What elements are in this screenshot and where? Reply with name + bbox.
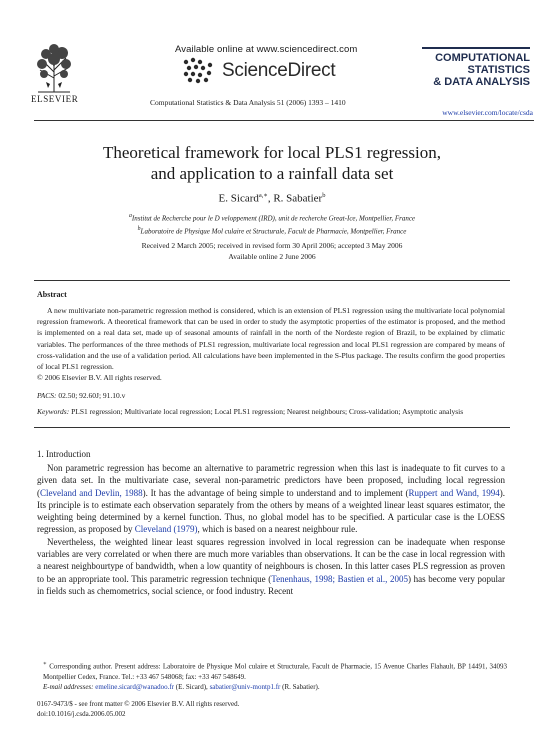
issn-line: 0167-9473/$ - see front matter © 2006 Elsevier B.V. All rights reserved. [37, 700, 240, 708]
paragraph [37, 536, 505, 597]
received-dates: Received 2 March 2005; received in revised form 30 April 2006; accepted 3 May 2006 [141, 241, 403, 250]
paragraph-text: ) has become very popular in fields such as chemometrics, social science, or food industry. Recent [37, 573, 505, 596]
journal-brand-line: COMPUTATIONAL [435, 52, 530, 64]
journal-url-link[interactable]: www.elsevier.com/locate/csda [442, 108, 533, 117]
author-name: , R. Sabatier [267, 192, 323, 205]
elsevier-tree-logo [34, 42, 74, 94]
paragraph-text: Non parametric regression has become an alternative to parametric regression when this last is inadequate to fit curves to a given data set. In the multivariate case, several non-parametric predictors have been proposed, including local regression ( [37, 463, 505, 498]
paragraph-text: ). Its principle is to estimate each observation separately from the others by means of a weighted linear least squares estimator, the weighting being determined by a kernel function. Thus, no global model has to be specified. A particular case is the LOESS regression, as proposed by [37, 487, 505, 535]
abstract-body [37, 305, 505, 383]
article-dates [34, 240, 510, 262]
issn-block [37, 699, 239, 719]
keywords-label: Keywords: [37, 407, 70, 416]
affiliation-text: Institut de Recherche pour le D veloppement (IRD), unit de recherche Great-Ice, Montpellier, France [131, 214, 416, 223]
paragraph-text: Nevertheless, the weighted linear least squares regression involved in local regression can be inadequate when response variables are very correlated or when there are much more variables than observations. It can be the case in local regression with a nearest neighbourtype of bandwidth, when a low quantity of neighbours is chosen. In this latter cases PLS regression as proven to be an appropriate tool. This parametric regression technique ( [37, 536, 505, 584]
email-owner: (E. Sicard), [173, 683, 210, 692]
affiliation-b [34, 224, 510, 237]
email-note [37, 682, 507, 693]
pacs-line [37, 391, 125, 400]
pacs-codes: 02.50; 92.60J; 91.10.v [56, 391, 126, 400]
email-owner: (R. Sabatier). [280, 683, 320, 692]
journal-citation: Computational Statistics & Data Analysis 51 (2006) 1393 – 1410 [150, 98, 346, 107]
keywords-line [37, 407, 507, 416]
journal-brand-rule [422, 47, 530, 49]
journal-brand-line: & DATA ANALYSIS [433, 76, 530, 88]
keywords-list: PLS1 regression; Multivariate local regression; Local PLS1 regression; Nearest neighbours; Cross-validation; Asymptotic analysis [69, 407, 464, 416]
header-divider [34, 120, 534, 121]
doi-line: doi:10.1016/j.csda.2006.05.002 [37, 710, 126, 718]
citation-link[interactable]: Tenenhaus, 1998; Bastien et al., 2005 [271, 573, 408, 584]
online-date: Available online 2 June 2006 [228, 252, 316, 261]
affiliation-text: Laboratoire de Physique Mol culaire et Structurale, Facult de Pharmacie, Montpellier, France [140, 227, 407, 236]
citation-link[interactable]: Cleveland and Devlin, 1988 [40, 487, 143, 498]
abstract-heading: Abstract [37, 290, 67, 299]
email-link[interactable]: emeline.sicard@wanadoo.fr [95, 683, 174, 692]
footnote-marker: ∗ [43, 661, 47, 667]
journal-brand-line: STATISTICS [467, 64, 530, 76]
abstract-text: A new multivariate non-parametric regression method is considered, which is an extension of PLS1 regression using the multivariate local polynomial regression framework. A theoretical framework that can be used in order to study the asymptotic properties of the estimator is proposed, and the method is implemented on a real data set, made up of seasonal amounts of rainfall in the north of the Nordeste region of Brazil, to be explained by climatic variables. The performances of the three methods of PLS1 regression, multivariate local regression and local PLS1 regression are compared by means of cross-validation and the use of a validation period. All calculations have been implemented in the S-Plus package. The results confirm the good properties of local PLS1 regression. [37, 306, 506, 372]
affiliations [34, 211, 510, 238]
sciencedirect-wordmark: ScienceDirect [222, 60, 336, 81]
abstract-bottom-divider [34, 427, 510, 428]
publisher-name: ELSEVIER [31, 94, 79, 104]
author-list [34, 191, 510, 205]
footnote-text: Corresponding author. Present address: Laboratoire de Physique Mol culaire et Structurale, Facult de Pharmacie, 15 Avenue Charles Flahault, BP 14491, 34093 Montpellier Cedex, France. Tel.: +33 467 548068; fax: +33 467 548649. [43, 662, 507, 681]
paragraph-text: , which is based on a nearest neighbour rule. [197, 524, 358, 535]
author-affil-marker[interactable]: a,∗ [258, 192, 268, 199]
affil-marker: a [128, 213, 132, 219]
section-heading: 1. Introduction [37, 449, 91, 459]
paragraph [37, 462, 505, 536]
affil-marker: b [137, 226, 141, 233]
abstract-top-divider [34, 280, 510, 281]
journal-brand-title [420, 52, 530, 88]
corresponding-author-note [37, 659, 507, 682]
pacs-label: PACS: [37, 391, 57, 400]
abstract-copyright: © 2006 Elsevier B.V. All rights reserved. [37, 373, 162, 383]
email-label: E-mail addresses: [43, 683, 94, 692]
title-line: Theoretical framework for local PLS1 regression, [103, 143, 441, 162]
title-line: and application to a rainfall data set [150, 164, 394, 183]
footnote [37, 659, 507, 693]
available-online-text: Available online at www.sciencedirect.com [175, 44, 358, 55]
paragraph-text: ). It has the advantage of being simple to understand and to implement ( [142, 487, 409, 498]
citation-link[interactable]: Ruppert and Wand, 1994 [408, 487, 500, 498]
article-title [34, 142, 510, 184]
author-name: E. Sicard [218, 192, 259, 205]
section-body [37, 462, 505, 597]
affiliation-a [34, 211, 510, 224]
citation-link[interactable]: Cleveland (1979) [134, 524, 198, 535]
email-link[interactable]: sabatier@univ-montp1.fr [209, 683, 281, 692]
author-affil-marker[interactable]: b [322, 192, 326, 199]
